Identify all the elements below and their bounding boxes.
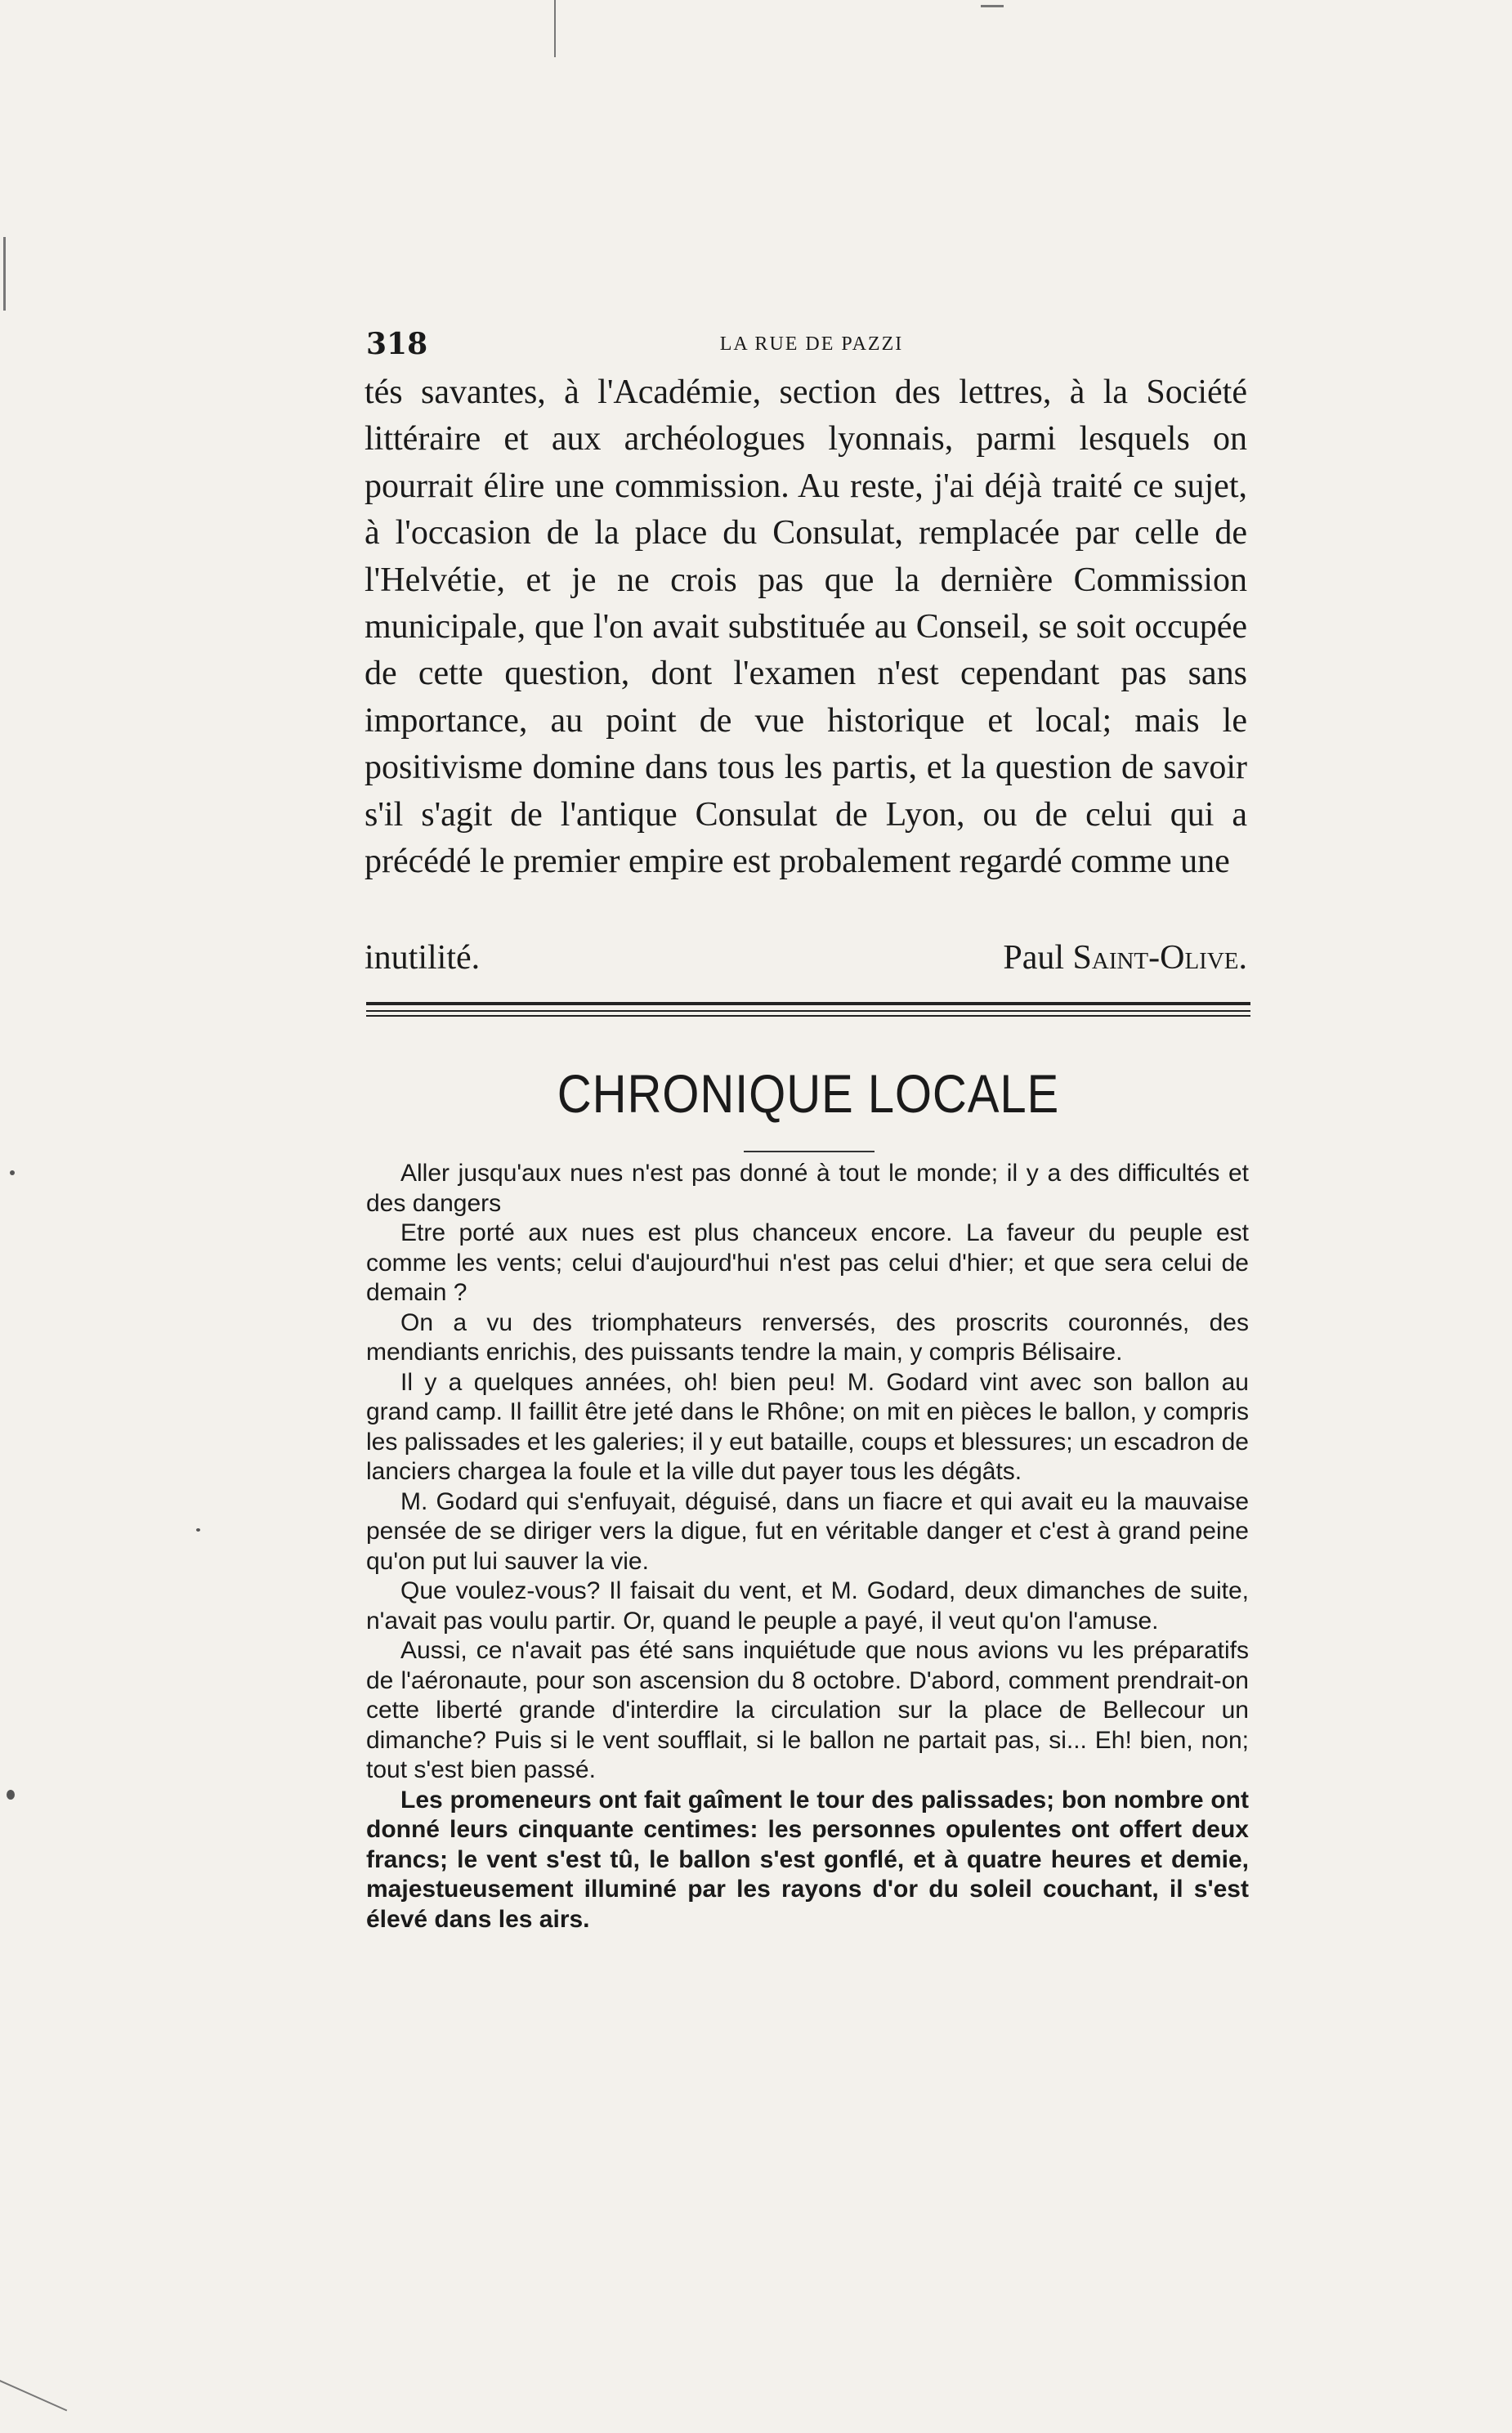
chronique-body [366,1159,1249,1934]
scan-mark [554,0,556,57]
page-header [366,327,1257,368]
chronique-paragraph: Il y a quelques années, oh! bien peu! M. Godard vint avec son ballon au grand camp. Il faillit être jeté dans le Rhône; on mit en pièces le ballon, y compris les palissades et les galeries; il y eut bataille, coups et blessures; un escadron de lanciers chargea la foule et la ville dut payer tous les dégâts. [366,1368,1249,1485]
chronique-paragraph: Etre porté aux nues est plus chanceux encore. La faveur du peuple est comme les vents; celui d'aujourd'hui n'est pas celui d'hier; et que sera celui de demain ? [366,1219,1249,1306]
chronique-paragraph: Aller jusqu'aux nues n'est pas donné à tout le monde; il y a des difficultés et des dangers [366,1160,1249,1217]
chronique-paragraph: Que voulez-vous? Il faisait du vent, et M. Godard, deux dimanches de suite, n'avait pas voulu partir. Or, quand le peuple a payé, il veut qu'on l'amuse. [366,1577,1249,1635]
closing-word: inutilité. [365,939,481,977]
title-underline [744,1151,875,1152]
scan-speck [7,1790,15,1800]
scan-speck [196,1528,200,1532]
chronique-paragraph: Aussi, ce n'avait pas été sans inquiétude que nous avions vu les préparatifs de l'aéronaute, pour son ascension du 8 octobre. D'abord, comment prendrait-on cette liberté grande d'interdire la circulation sur la place de Bellecour un dimanche? Puis si le vent soufflait, si le ballon ne partait pas, si... Eh! bien, non; tout s'est bien passé. [366,1637,1249,1783]
author-last-name: Saint-Olive. [1072,939,1247,977]
scan-mark [0,2380,67,2411]
section-divider-thin [366,1010,1250,1012]
section-divider-thin [366,1015,1250,1017]
scan-mark [981,5,1004,7]
chronique-paragraph: Les promeneurs ont fait gaîment le tour des palissades; bon nombre ont donné leurs cinquante centimes: les personnes opulentes ont offert deux francs; le vent s'est tû, le ballon s'est gonflé, et à quatre heures et demie, majestueusement illuminé par les rayons d'or du soleil couchant, il s'est élevé dans les airs. [366,1786,1249,1933]
author-signature [1003,935,1247,982]
article-paragraph: tés savantes, à l'Académie, section des lettres, à la Société littéraire et aux archéologues lyonnais, parmi lesquels on pourrait élire une commission. Au reste, j'ai déjà traité ce sujet, à l'occasion de la place du Consulat, remplacée par celle de l'Helvétie, et je ne crois pas que la dernière Commission municipale, que l'on avait substituée au Conseil, se soit occupée de cette question, dont l'examen n'est cependant pas sans importance, au point de vue historique et local; mais le positivisme domine dans tous les partis, et la question de savoir s'il s'agit de l'antique Consulat de Lyon, ou de celui qui a précédé le premier empire est probalement regardé comme une [365,373,1247,881]
chronique-paragraph: On a vu des triomphateurs renversés, des proscrits couronnés, des mendiants enrichis, des puissants tendre la main, y compris Bélisaire. [366,1308,1249,1366]
scan-mark [3,237,6,311]
author-first-name: Paul [1003,939,1065,977]
chronique-paragraph: M. Godard qui s'enfuyait, déguisé, dans un fiacre et qui avait eu la mauvaise pensée de se diriger vers la digue, fut en véritable danger et c'est à grand peine qu'on put lui sauver la vie. [366,1487,1249,1575]
scan-speck [10,1170,15,1175]
running-title: LA RUE DE PAZZI [719,333,904,355]
article-continuation [365,369,1247,885]
section-divider-thick [366,1002,1250,1005]
section-title: CHRONIQUE LOCALE [557,1063,1060,1124]
page-number: 318 [366,327,428,361]
